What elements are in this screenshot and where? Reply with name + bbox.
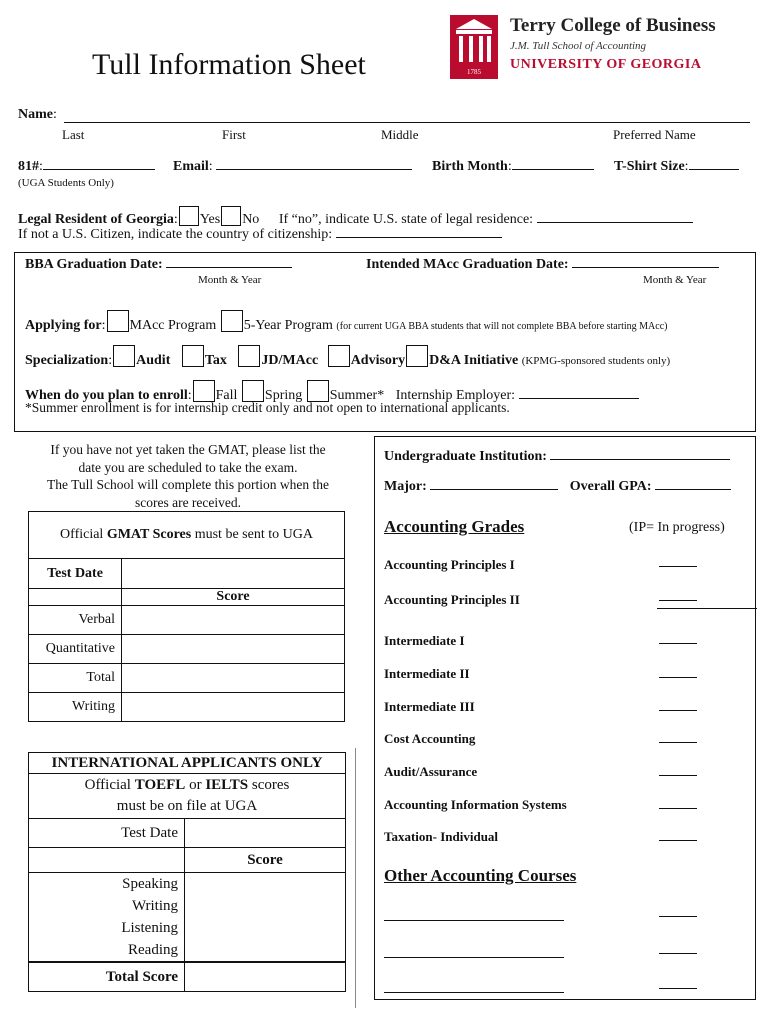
- academic-divider: [657, 608, 757, 609]
- major-field[interactable]: [430, 489, 558, 490]
- spec-tax-label: Tax: [204, 353, 227, 368]
- resident-no-checkbox[interactable]: [221, 206, 241, 226]
- bba-month-year: Month & Year: [198, 274, 262, 286]
- bba-date-label: BBA Graduation Date:: [25, 257, 163, 272]
- spec-da-note: (KPMG-sponsored students only): [521, 355, 671, 367]
- gmat-score-field[interactable]: [122, 664, 345, 693]
- enroll-row: When do you plan to enroll: Fall Spring Summer* Internship Employer:: [25, 380, 639, 404]
- page-title: Tull Information Sheet: [92, 48, 366, 81]
- gmat-row-label: Writing: [29, 693, 122, 722]
- spec-audit-checkbox[interactable]: [113, 345, 135, 367]
- intl-total-label: Total Score: [29, 962, 185, 992]
- spec-audit-label: Audit: [136, 353, 171, 368]
- intl-official-pre: Official: [84, 777, 131, 793]
- enroll-fall-label: Fall: [215, 388, 238, 403]
- intl-score-field[interactable]: [185, 917, 346, 939]
- course-grade-field[interactable]: [659, 742, 697, 743]
- internship-field[interactable]: [519, 398, 639, 399]
- id-row: 81#:: [18, 159, 155, 175]
- email-field[interactable]: [216, 169, 412, 170]
- gmat-intro-line: date you are scheduled to take the exam.: [78, 459, 298, 475]
- ip-note: (IP= In progress): [629, 520, 725, 535]
- intl-row-label: Reading: [29, 939, 185, 962]
- bba-date-field[interactable]: [166, 267, 292, 268]
- id-field[interactable]: [43, 169, 155, 170]
- tshirt-label: T-Shirt Size: [614, 159, 685, 174]
- logo-year: 1785: [467, 68, 481, 76]
- course-label: Accounting Principles I: [384, 557, 515, 572]
- gmat-official-cell: [29, 512, 345, 559]
- gmat-blank-cell: [29, 589, 122, 606]
- id-label: 81#: [18, 159, 39, 174]
- tshirt-row: T-Shirt Size:: [614, 159, 739, 175]
- applying-row: Applying for: MAcc Program 5-Year Program (for current UGA BBA students that will not complete BBA before starting MAcc): [25, 310, 667, 334]
- intl-score-field[interactable]: [185, 939, 346, 962]
- grades-heading: Accounting Grades: [384, 517, 525, 536]
- spec-jdmacc-checkbox[interactable]: [238, 345, 260, 367]
- logo-college-name: Terry College of Business: [510, 15, 716, 36]
- institution-row: [384, 449, 730, 465]
- birth-month-label: Birth Month: [432, 159, 508, 174]
- summer-note: *Summer enrollment is for internship credit only and not open to international applicants.: [25, 400, 510, 415]
- course-label: Accounting Principles II: [384, 592, 520, 607]
- course-grade-field[interactable]: [659, 600, 697, 601]
- resident-yes-checkbox[interactable]: [179, 206, 199, 226]
- intl-official-cell: [29, 774, 346, 819]
- apply-5yr-label: 5-Year Program: [243, 318, 333, 333]
- other-course-grade-field[interactable]: [659, 988, 697, 989]
- course-label: Audit/Assurance: [384, 764, 478, 779]
- name-sub-preferred: Preferred Name: [613, 127, 696, 142]
- other-course-field[interactable]: [384, 920, 564, 921]
- email-row: Email:: [173, 159, 412, 175]
- gmat-intro: [20, 441, 356, 511]
- resident-yes-label: Yes: [199, 212, 221, 227]
- intl-row-label: Listening: [29, 917, 185, 939]
- apply-macc-label: MAcc Program: [129, 318, 217, 333]
- column-divider: [355, 748, 356, 1008]
- macc-date-row: [366, 257, 719, 273]
- gmat-score-field[interactable]: [122, 635, 345, 664]
- resident-no-label: No: [242, 212, 260, 227]
- name-sub-middle: Middle: [381, 127, 419, 142]
- internship-label: Internship Employer:: [395, 388, 516, 403]
- gmat-score-field[interactable]: [122, 693, 345, 722]
- gmat-row-label: Quantitative: [29, 635, 122, 664]
- gmat-test-date-label: Test Date: [29, 559, 122, 589]
- institution-label: Undergraduate Institution:: [384, 449, 547, 464]
- birth-month-field[interactable]: [512, 169, 594, 170]
- gmat-intro-line: The Tull School will complete this portion when the: [47, 477, 329, 492]
- course-grade-field[interactable]: [659, 710, 697, 711]
- resident-label: Legal Resident of Georgia: [18, 212, 174, 227]
- bba-date-row: [25, 257, 292, 273]
- enroll-label: When do you plan to enroll: [25, 388, 188, 403]
- other-courses-heading: Other Accounting Courses: [384, 866, 577, 885]
- course-label: Intermediate II: [384, 666, 470, 681]
- specialization-row: Specialization: Audit Tax JD/MAcc Advisory D&A Initiative (KPMG-sponsored students only): [25, 345, 670, 369]
- logo-school-name: J.M. Tull School of Accounting: [510, 40, 647, 52]
- spec-label: Specialization: [25, 353, 109, 368]
- intl-total-field[interactable]: [185, 962, 346, 992]
- intl-row-label: Writing: [29, 895, 185, 917]
- course-grade-field[interactable]: [659, 808, 697, 809]
- residency-row: Legal Resident of Georgia: Yes No If “no”, indicate U.S. state of legal residence:: [18, 206, 693, 228]
- gmat-official-bold: GMAT Scores: [106, 527, 192, 542]
- name-row: Name:: [18, 107, 57, 122]
- gmat-row-label: Verbal: [29, 606, 122, 635]
- course-grade-field[interactable]: [659, 840, 697, 841]
- apply-5yr-checkbox[interactable]: [221, 310, 243, 332]
- name-sub-first: First: [222, 127, 246, 142]
- intl-toefl: TOEFL: [134, 777, 186, 793]
- intl-row-label: Speaking: [29, 873, 185, 896]
- applying-label: Applying for: [25, 318, 102, 333]
- institution-field[interactable]: [550, 459, 730, 460]
- birth-month-row: Birth Month:: [432, 159, 594, 175]
- course-grade-field[interactable]: [659, 566, 697, 567]
- gmat-table: [28, 511, 345, 722]
- other-course-field[interactable]: [384, 992, 564, 993]
- macc-date-field[interactable]: [572, 267, 719, 268]
- intl-official-line2: must be on file at UGA: [116, 798, 258, 814]
- citizenship-text: If not a U.S. Citizen, indicate the country of citizenship:: [18, 227, 333, 242]
- intl-test-date-field[interactable]: [185, 819, 346, 848]
- other-course-grade-field[interactable]: [659, 953, 697, 954]
- intl-table: [28, 752, 346, 992]
- resident-state-field[interactable]: [537, 222, 693, 223]
- course-label: Taxation- Individual: [384, 829, 499, 844]
- gpa-field[interactable]: [655, 489, 731, 490]
- enroll-summer-checkbox[interactable]: [307, 380, 329, 402]
- name-label: Name: [18, 107, 53, 122]
- course-label: Accounting Information Systems: [384, 797, 567, 812]
- enroll-summer-label: Summer*: [329, 388, 385, 403]
- other-course-grade-field[interactable]: [659, 916, 697, 917]
- course-label: Intermediate I: [384, 633, 465, 648]
- name-sub-last: Last: [62, 127, 85, 142]
- resident-state-text: If “no”, indicate U.S. state of legal residence:: [278, 212, 534, 227]
- intl-official-post: scores: [251, 777, 290, 793]
- spec-tax-checkbox[interactable]: [182, 345, 204, 367]
- major-label: Major:: [384, 479, 427, 494]
- intl-heading: INTERNATIONAL APPLICANTS ONLY: [29, 753, 346, 774]
- course-grade-field[interactable]: [659, 775, 697, 776]
- gmat-score-field[interactable]: [122, 606, 345, 635]
- gmat-official-pre: Official: [60, 527, 104, 542]
- enroll-fall-checkbox[interactable]: [193, 380, 215, 402]
- intl-test-date-label: Test Date: [29, 819, 185, 848]
- gmat-row-label: Total: [29, 664, 122, 693]
- macc-month-year: Month & Year: [643, 274, 707, 286]
- macc-date-label: Intended MAcc Graduation Date:: [366, 257, 569, 272]
- spec-da-checkbox[interactable]: [406, 345, 428, 367]
- spec-jdmacc-label: JD/MAcc: [261, 353, 319, 368]
- gmat-intro-line: scores are received.: [134, 494, 242, 510]
- email-label: Email: [173, 159, 209, 174]
- id-note: (UGA Students Only): [18, 177, 114, 189]
- other-course-field[interactable]: [384, 957, 564, 958]
- gpa-label: Overall GPA:: [569, 479, 652, 494]
- intl-or: or: [189, 777, 202, 793]
- intl-score-field[interactable]: [185, 895, 346, 917]
- intl-ielts: IELTS: [205, 777, 249, 793]
- tshirt-field[interactable]: [689, 169, 739, 170]
- course-label: Intermediate III: [384, 699, 475, 714]
- enroll-spring-checkbox[interactable]: [242, 380, 264, 402]
- apply-5yr-note: (for current UGA BBA students that will not complete BBA before starting MAcc): [336, 321, 668, 332]
- apply-macc-checkbox[interactable]: [107, 310, 129, 332]
- name-field[interactable]: [64, 122, 750, 123]
- course-grade-field[interactable]: [659, 643, 697, 644]
- spec-da-label: D&A Initiative: [429, 353, 519, 368]
- course-grade-field[interactable]: [659, 677, 697, 678]
- citizenship-row: [18, 227, 502, 243]
- college-logo: [450, 15, 750, 83]
- enroll-spring-label: Spring: [264, 388, 303, 403]
- logo-university-name: UNIVERSITY OF GEORGIA: [510, 57, 702, 72]
- arch-logo-icon: [450, 15, 498, 79]
- course-label: Cost Accounting: [384, 731, 476, 746]
- intl-blank-cell: [29, 848, 185, 873]
- spec-advisory-checkbox[interactable]: [328, 345, 350, 367]
- intl-score-field[interactable]: [185, 873, 346, 896]
- gmat-official-post: must be sent to UGA: [194, 527, 313, 542]
- spec-advisory-label: Advisory: [350, 353, 406, 368]
- intl-score-header: Score: [185, 848, 346, 873]
- gmat-test-date-field[interactable]: [122, 559, 345, 589]
- gmat-intro-line: If you have not yet taken the GMAT, please list the: [50, 442, 326, 457]
- citizenship-field[interactable]: [336, 237, 502, 238]
- gmat-score-header: Score: [122, 589, 345, 606]
- major-row: [384, 479, 731, 495]
